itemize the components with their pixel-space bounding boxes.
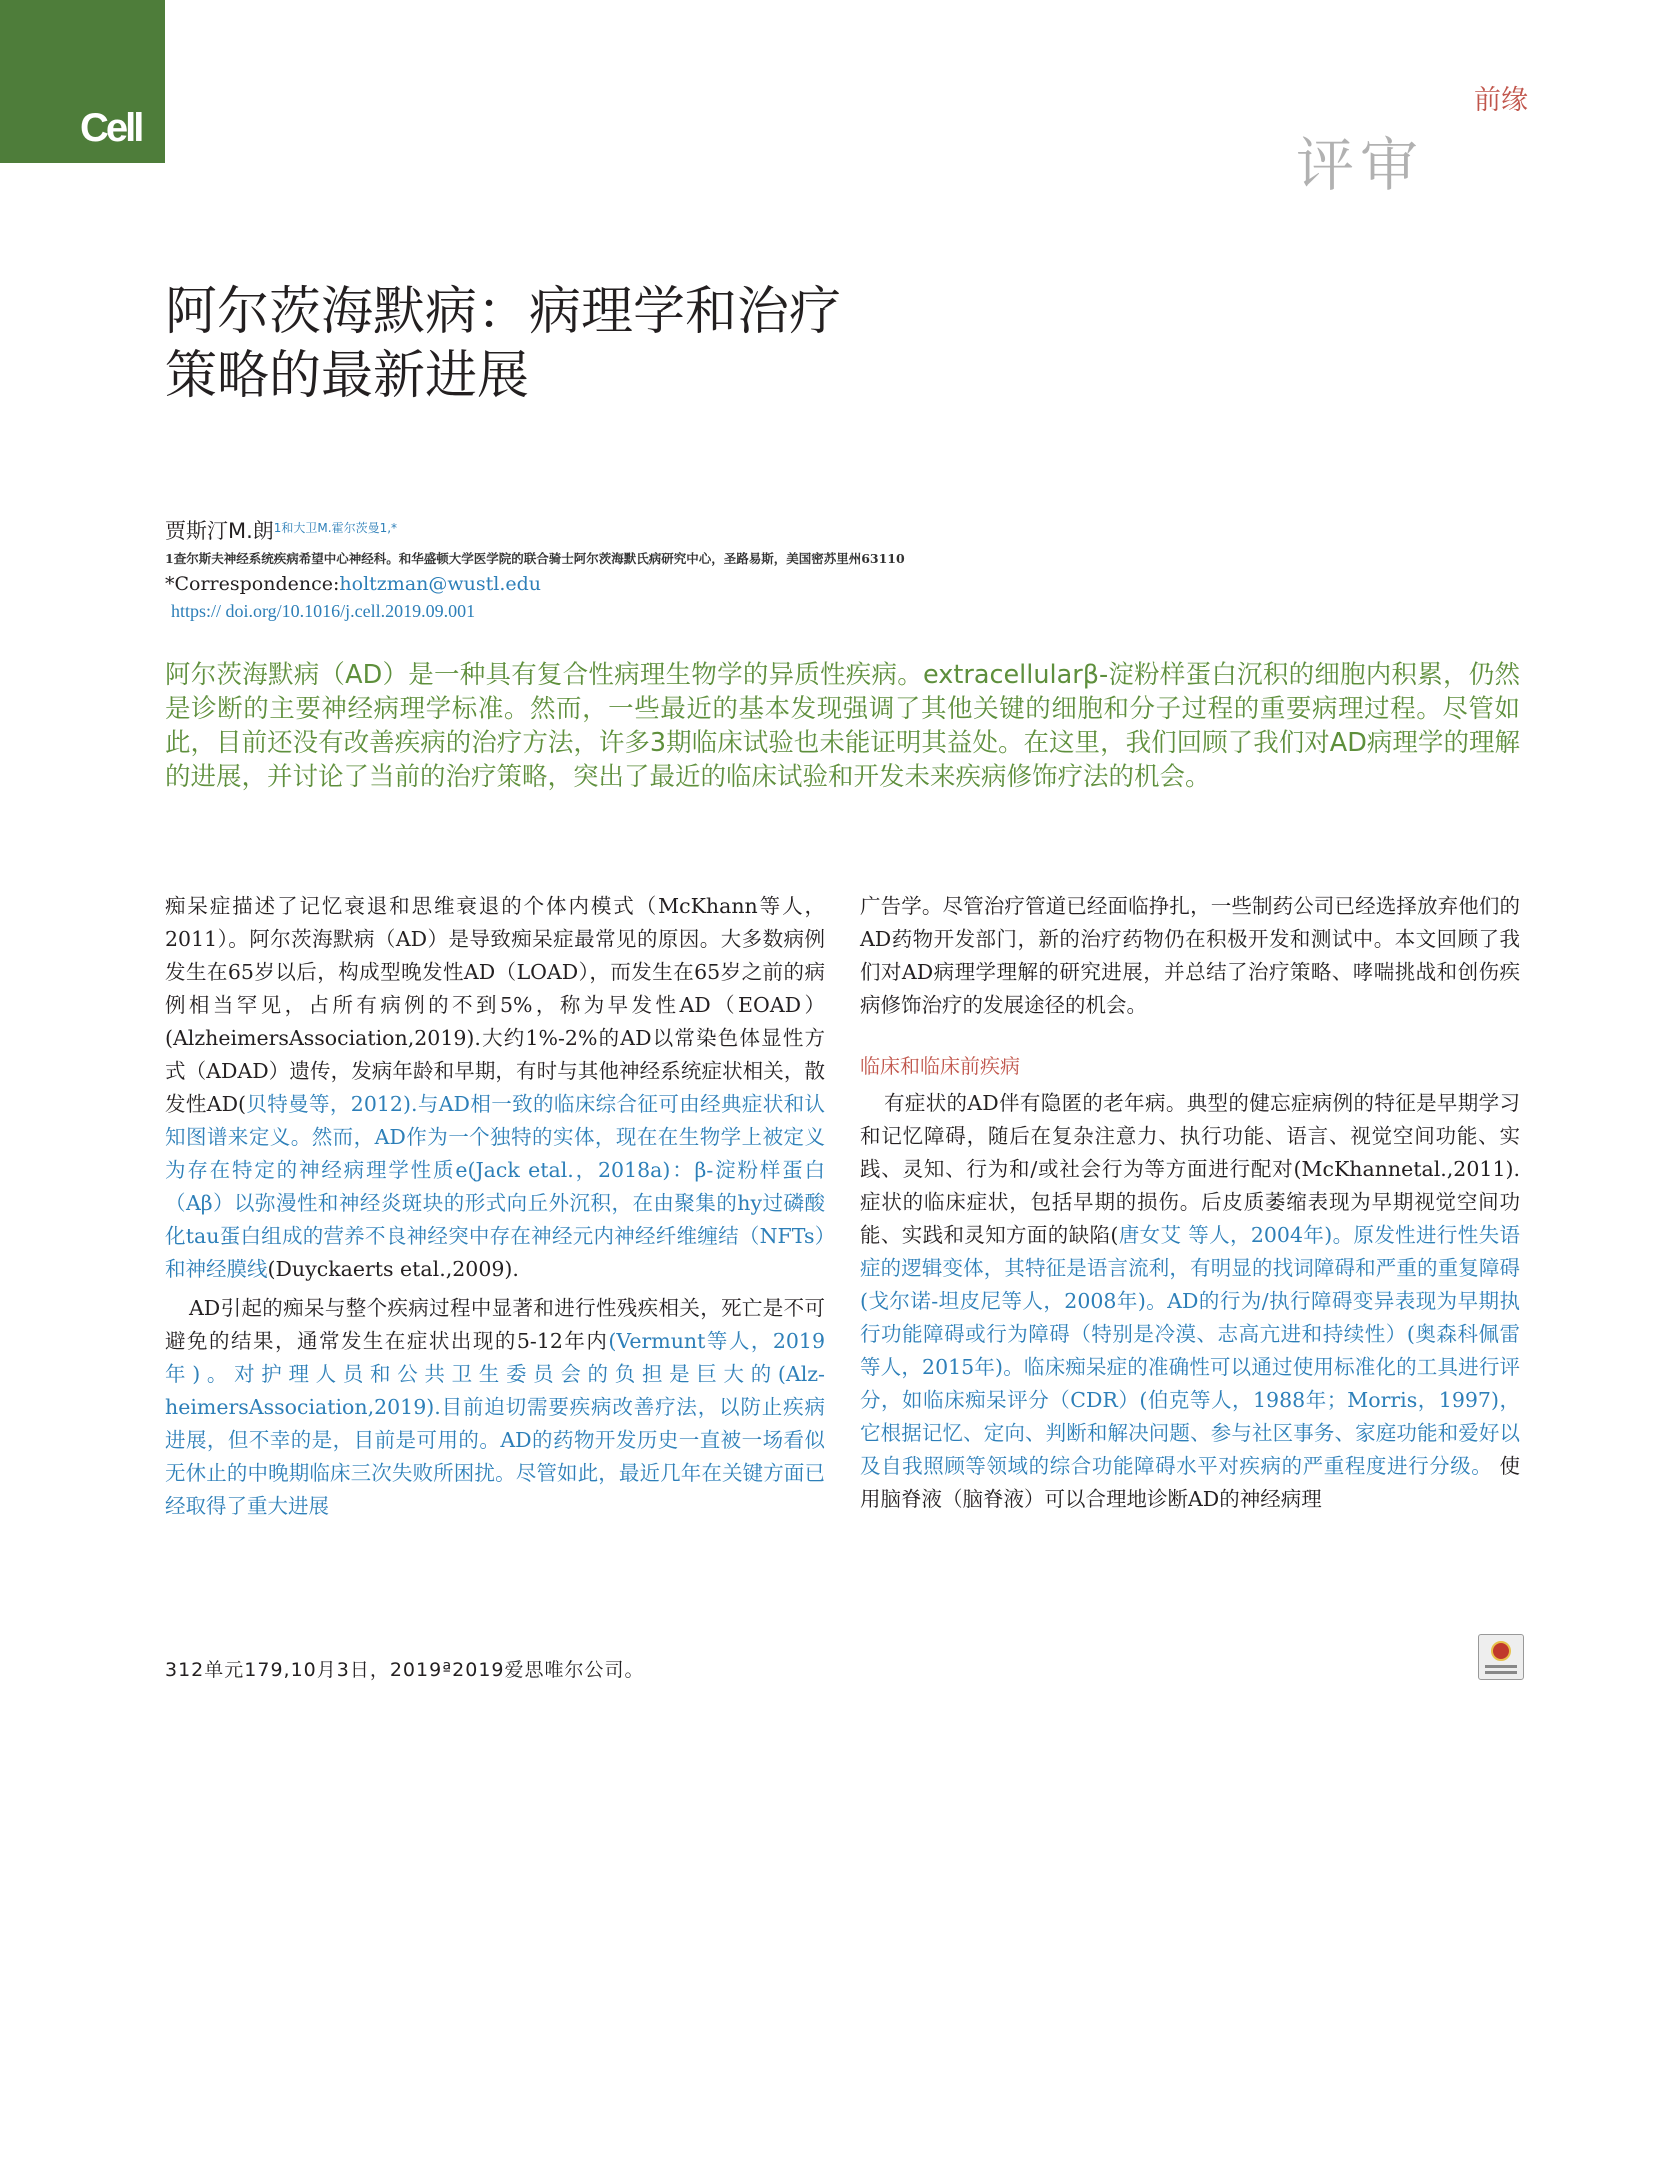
page-footer: 312单元179,10月3日，2019ª2019爱思唯尔公司。 [165, 1659, 645, 1681]
correspondence [165, 573, 541, 595]
author-affiliation-marks: 1和大卫M.霍尔茨曼1,* [273, 521, 398, 535]
article-type: 评审 [1296, 131, 1425, 199]
author-names: 贾斯汀M.朗 [165, 519, 274, 543]
journal-logo: Cell [80, 106, 142, 150]
citation-link[interactable]: 贝特曼等，2012).与AD相一致的临床综合征可由经典症状和认知图谱来定义。然而，AD作为一个独特的实体，现在在生物学上被定义为存在特定的神经病理学性质e(Jack etal.，2018a)：β-淀粉样蛋白（Aβ）以弥漫性和神经炎斑块的形式向丘外沉积，在由聚集的hy过磷酸化tau蛋白组成的营养不良神经突中存在神经元内神经纤维缠结（NFTs）和神经膜线 [165, 1092, 825, 1281]
paragraph-text: 痴呆症描述了记忆衰退和思维衰退的个体内模式（McKhann等人，2011）。阿尔茨海默病（AD）是导致痴呆症最常见的原因。大多数病例发生在65岁以后，构成型晚发性AD（LOAD），而发生在65岁之前的病例相当罕见，占所有病例的不到5%，称为早发性AD（EOAD）(AlzheimersAssociation,2019).大约1%-2%的AD以常染色体显性方式（ADAD）遗传，发病年龄和早期，有时与其他神经系统症状相关，散发性AD( [165, 894, 825, 1116]
section-heading-clinical: 临床和临床前疾病 [860, 1054, 1020, 1078]
crossmark-dot [1491, 1641, 1511, 1661]
paragraph-text: AD引起的痴呆与整个疾病过程中显著和进行性残疾相关，死亡是不可避免的结果，通常发生在症状出现的5-12年内 [165, 1296, 825, 1353]
crossmark-badge-icon[interactable] [1478, 1634, 1524, 1680]
crossmark-bar [1485, 1671, 1517, 1674]
correspondence-email-link[interactable]: holtzman@wustl.edu [339, 573, 542, 595]
citation-link[interactable]: (Vermunt等人，2019年)。对护理人员和公共卫生委员会的负担是巨大的(Alz- heimersAssociation,2019).目前迫切需要疾病改善疗法，以防止疾病进展，但不幸的是，目前是可用的。AD的药物开发历史一直被一场看似无休止的中晚期临床三次失败所困扰。尽管如此，最近几年在关键方面已经取得了重大进展 [165, 1329, 825, 1518]
paragraph-burden [165, 1292, 825, 1523]
paragraph-text: (Duyckaerts etal.,2009). [267, 1257, 519, 1281]
article-title: 阿尔茨海默病：病理学和治疗策略的最新进展 [165, 282, 842, 406]
citation-link[interactable]: 唐女艾 等人，2004年)。原发性进行性失语症的逻辑变体，其特征是语言流利，有明显的找词障碍和严重的重复障碍(戈尔诺-坦皮尼等人，2008年)。AD的行为/执行障碍变异表现为早期执行功能障碍或行为障碍（特别是冷漠、志高亢进和持续性）(奥森科佩雷等人，2015年)。临床痴呆症的准确性可以通过使用标准化的工具进行评分，如临床痴呆评分（CDR）(伯克等人，1988年；Morris，1997)，它根据记忆、定向、判断和解决问题、参与社区事务、家庭功能和爱好以及自我照顾等领域的综合功能障碍水平对疾病的严重程度进行分级。 [860, 1223, 1521, 1478]
paragraph-text: 使用脑脊液（脑脊液）可以合理地诊断AD的神经病理 [860, 1454, 1520, 1511]
body-column-right [860, 890, 1520, 1522]
section-label: 前缘 [1474, 85, 1528, 116]
crossmark-bar [1485, 1665, 1517, 1668]
doi-link[interactable]: https:// doi.org/10.1016/j.cell.2019.09.001 [171, 601, 476, 621]
paragraph-continued: 广告学。尽管治疗管道已经面临挣扎，一些制药公司已经选择放弃他们的AD药物开发部门，新的治疗药物仍在积极开发和测试中。本文回顾了我们对AD病理学理解的研究进展，并总结了治疗策略、哮喘挑战和创伤疾病修饰治疗的发展途径的机会。 [860, 894, 1520, 1017]
paragraph-clinical [860, 1087, 1520, 1516]
affiliation: 1查尔斯夫神经系统疾病希望中心神经科。和华盛顿大学医学院的联合骑士阿尔茨海默氏病研究中心，圣路易斯，美国密苏里州63110 [165, 551, 905, 566]
paragraph-text: 有症状的AD伴有隐匿的老年病。典型的健忘症病例的特征是早期学习和记忆障碍，随后在复杂注意力、执行功能、语言、视觉空间功能、实践、灵知、行为和/或社会行为等方面进行配对(McKhannetal.,2011).症状的临床症状，包括早期的损伤。后皮质萎缩表现为早期视觉空间功能、实践和灵知方面的缺陷( [860, 1091, 1520, 1247]
journal-logo-box [0, 0, 165, 163]
correspondence-label: *Correspondence: [165, 573, 340, 595]
paragraph-intro [165, 890, 825, 1286]
body-column-left [165, 890, 825, 1529]
summary-abstract: 阿尔茨海默病（AD）是一种具有复合性病理生物学的异质性疾病。extracellularβ-淀粉样蛋白沉积的细胞内积累，仍然是诊断的主要神经病理学标准。然而，一些最近的基本发现强调了其他关键的细胞和分子过程的重要病理过程。尽管如此，目前还没有改善疾病的治疗方法，许多3期临床试验也未能证明其益处。在这里，我们回顾了我们对AD病理学的理解的进展，并讨论了当前的治疗策略，突出了最近的临床试验和开发未来疾病修饰疗法的机会。 [165, 660, 1520, 792]
author-line [165, 515, 397, 545]
